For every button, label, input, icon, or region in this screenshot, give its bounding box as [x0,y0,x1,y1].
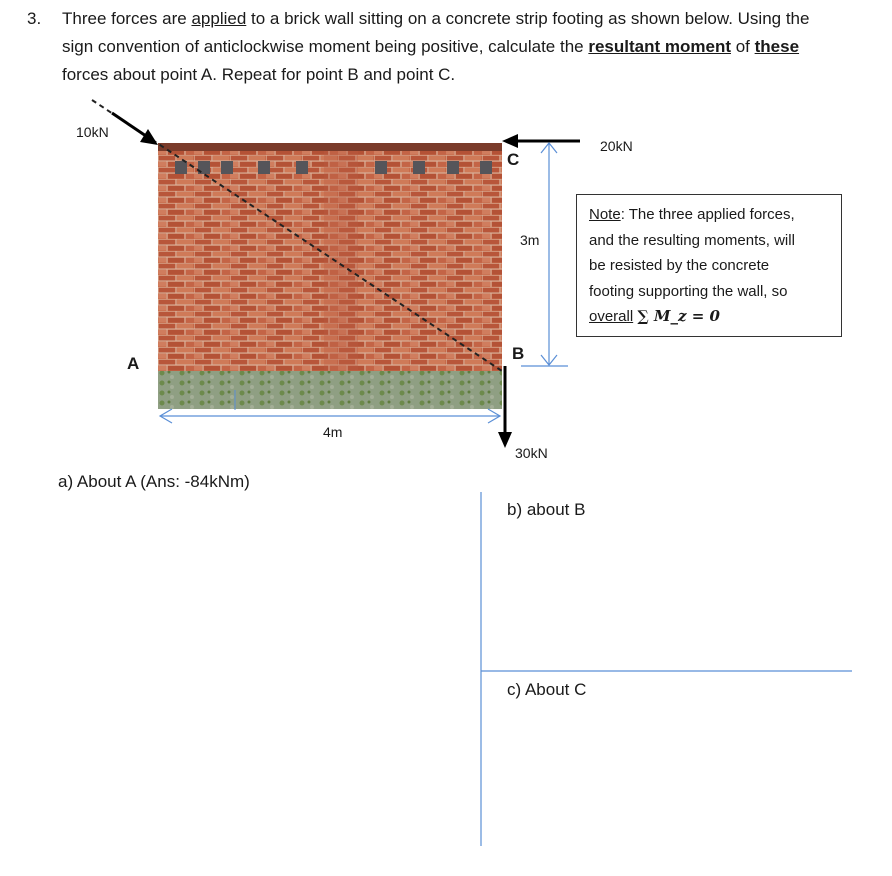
question-text: sign convention of anticlockwise moment being positive, calculate the [62,37,589,56]
applied-word: applied [191,9,247,28]
note-line-2: and the resulting moments, will [589,231,795,249]
point-b-label: B [512,344,525,363]
point-a-label: A [127,354,140,373]
note-overall: overall [589,308,634,325]
force-30kN-label: 30kN [515,445,548,461]
note-label: Note [589,206,621,223]
note-box [576,194,842,337]
part-b-label: b) about B [507,500,586,519]
these-word: these [754,37,800,56]
wall-pier [324,151,358,371]
force-30kN-arrowhead [498,432,512,448]
dim-4m-label: 4m [323,424,343,440]
force-10kN-arrowhead [140,129,158,145]
concrete-footing [158,371,502,409]
question-text: to a brick wall sitting on a concrete strip footing as shown below. Using the [246,9,810,28]
question-line-3: forces about point A. Repeat for point B and point C. [62,65,456,84]
note-line-1 [589,202,841,228]
question-text: Three forces are [62,9,192,28]
sum-moment-formula: ∑ M_z = 0 [637,307,720,325]
question-number: 3. [27,9,42,28]
force-10kN-label: 10kN [76,124,109,140]
force-20kN-label: 20kN [600,138,633,154]
point-c-label: C [507,150,520,169]
wall-top-course [158,143,502,151]
note-line-3: be resisted by the concrete [589,257,770,274]
question-text: of [731,37,755,56]
resultant-moment-word: resultant moment [588,37,731,56]
part-c-label: c) About C [507,680,587,699]
force-10kN-arrow [112,113,146,136]
force-20kN-arrowhead [502,134,518,148]
part-a-label: a) About A (Ans: -84kNm) [58,472,250,491]
dim-3m-label: 3m [520,232,540,248]
note-text: : The three applied forces, [620,206,795,223]
note-line-5 [589,304,841,330]
note-line-4: footing supporting the wall, so [589,282,788,300]
